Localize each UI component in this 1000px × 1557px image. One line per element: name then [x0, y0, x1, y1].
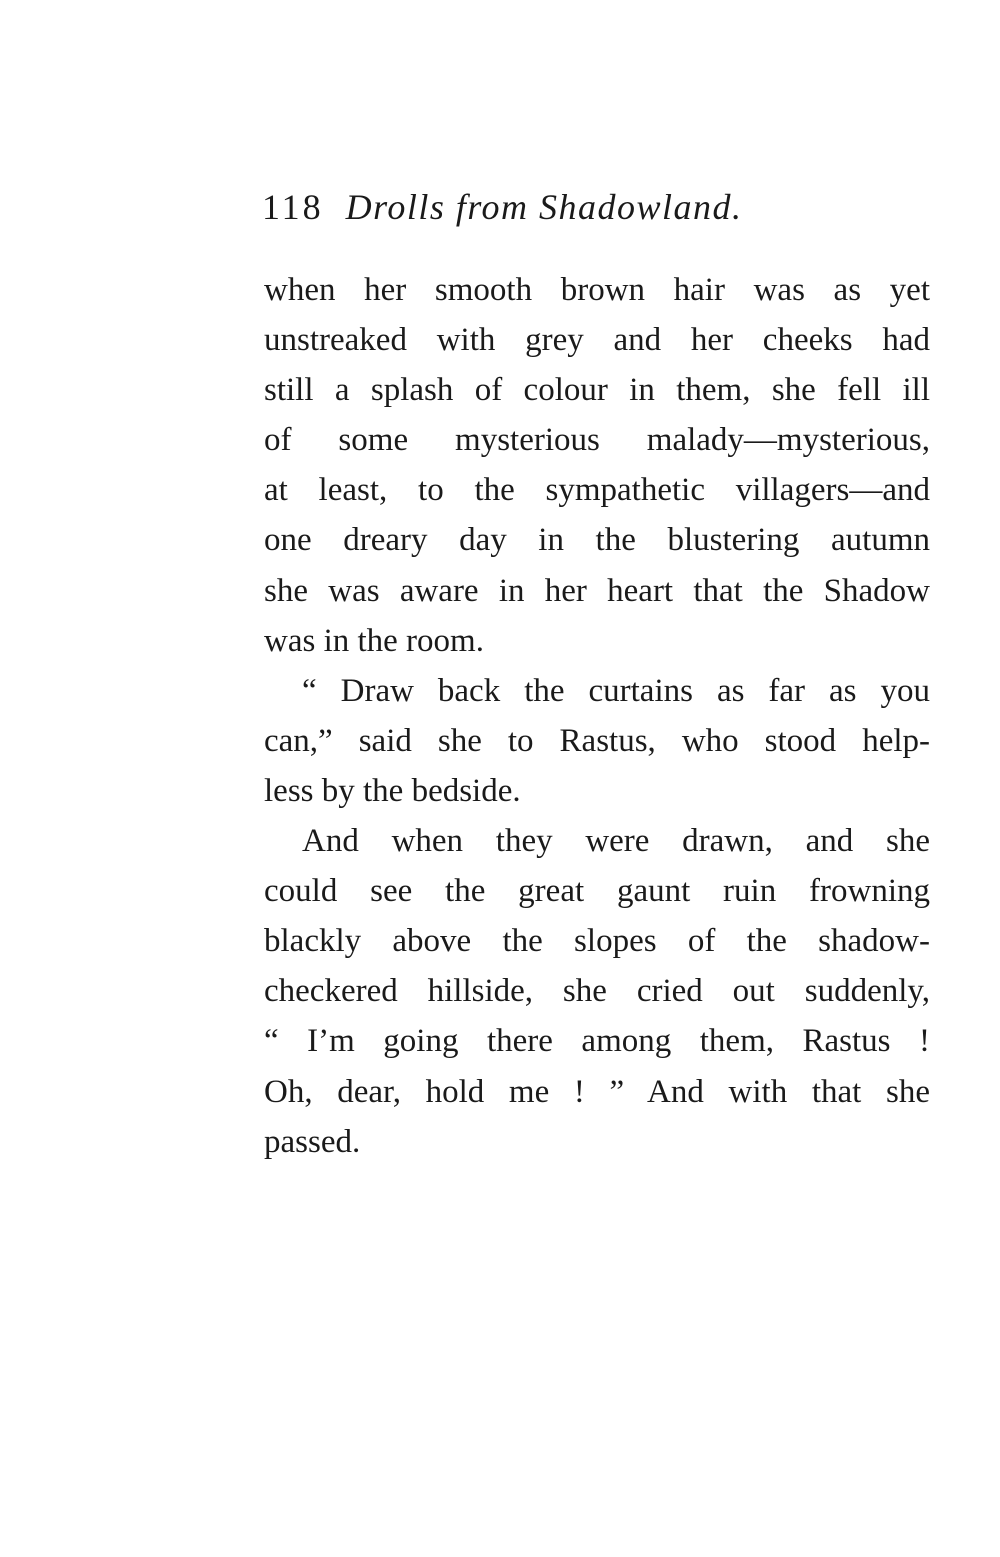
- paragraph-2: [264, 666, 930, 816]
- text-line: checkered hillside, she cried out suddenly,: [264, 973, 930, 1010]
- paragraph-3: [264, 816, 930, 1167]
- text-line: was in the room.: [264, 622, 484, 659]
- text-line: blackly above the slopes of the shadow-: [264, 923, 930, 960]
- text-line: she was aware in her heart that the Shadow: [264, 572, 930, 609]
- paragraph-1: [264, 265, 930, 666]
- text-line: passed.: [264, 1123, 361, 1160]
- body-text: [264, 265, 930, 1167]
- text-line: can,” said she to Rastus, who stood help-: [264, 722, 930, 759]
- text-line: one dreary day in the blustering autumn: [264, 522, 930, 559]
- text-line: when her smooth brown hair was as yet: [264, 272, 930, 308]
- running-head: [262, 183, 932, 231]
- text-line: unstreaked with grey and her cheeks had: [264, 322, 930, 359]
- text-line: “ I’m going there among them, Rastus !: [264, 1023, 930, 1060]
- text-line: Oh, dear, hold me ! ” And with that she: [264, 1073, 930, 1110]
- text-line: of some mysterious malady—mysterious,: [264, 422, 930, 459]
- text-line: could see the great gaunt ruin frowning: [264, 873, 930, 910]
- text-line: “ Draw back the curtains as far as you: [302, 672, 930, 709]
- text-line: And when they were drawn, and she: [302, 823, 930, 860]
- page-number: 118: [262, 187, 324, 227]
- text-line: at least, to the sympathetic villagers—and: [264, 472, 930, 509]
- text-line: still a splash of colour in them, she fell ill: [264, 372, 930, 409]
- book-title: Drolls from Shadowland.: [345, 187, 743, 227]
- text-line: less by the bedside.: [264, 772, 521, 809]
